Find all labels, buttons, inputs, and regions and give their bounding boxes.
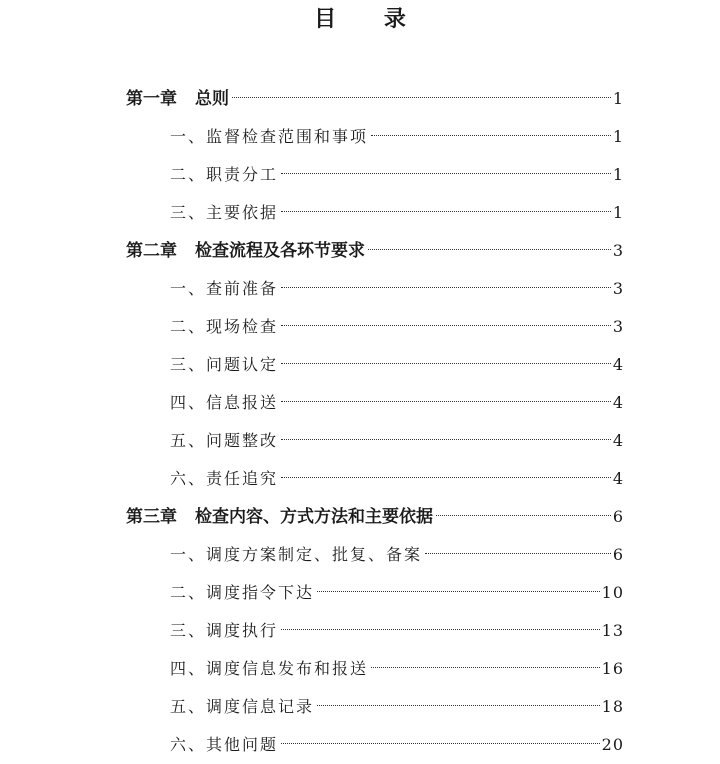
toc-entry-title: 查前准备 (206, 279, 279, 298)
toc-page-number: 3 (612, 241, 624, 260)
toc-entry-title: 现场检查 (206, 317, 279, 336)
toc-section-entry[interactable] (0, 650, 720, 688)
toc-page-number: 18 (601, 697, 624, 716)
toc-entry-label (170, 384, 278, 422)
toc-entry-number: 五、 (170, 697, 207, 716)
toc-chapter-entry[interactable] (0, 232, 720, 270)
toc-entry-number: 一、 (170, 127, 207, 146)
toc-page-number: 4 (612, 393, 624, 412)
toc-page-number: 3 (612, 279, 624, 298)
toc-entry-label (126, 498, 433, 536)
dot-leader (371, 667, 600, 668)
dot-leader (436, 515, 611, 516)
toc-section-entry[interactable] (0, 612, 720, 650)
toc-section-entry[interactable] (0, 574, 720, 612)
dot-leader (281, 173, 611, 174)
page-title: 目 录 (314, 7, 426, 32)
toc-section-entry[interactable] (0, 688, 720, 726)
toc-section-entry[interactable] (0, 726, 720, 764)
toc-entry-title: 主要依据 (206, 203, 279, 222)
toc-entry-label (170, 536, 422, 574)
toc-entry-label (170, 156, 278, 194)
toc-entry-title: 调度方案制定、批复、备案 (206, 545, 423, 564)
dot-leader (425, 553, 611, 554)
toc-entry-number: 六、 (170, 469, 207, 488)
toc-entry-title: 调度执行 (206, 621, 279, 640)
toc-entry-number: 四、 (170, 659, 207, 678)
toc-chapter-entry[interactable] (0, 498, 720, 536)
toc-entry-title: 责任追究 (206, 469, 279, 488)
toc-entry-number: 四、 (170, 393, 207, 412)
toc-page-number: 4 (612, 355, 624, 374)
toc-section-entry[interactable] (0, 118, 720, 156)
toc-entry-label (170, 650, 368, 688)
toc-entry-title: 监督检查范围和事项 (206, 127, 369, 146)
toc-entry-label (170, 118, 368, 156)
toc-entry-number: 三、 (170, 203, 207, 222)
toc-page-number: 3 (612, 317, 624, 336)
toc-section-entry[interactable] (0, 270, 720, 308)
dot-leader (281, 629, 600, 630)
dot-leader (281, 363, 611, 364)
toc-chapter-entry[interactable] (0, 80, 720, 118)
toc-section-entry[interactable] (0, 308, 720, 346)
toc-page-number: 6 (612, 507, 624, 526)
toc-entry-number: 二、 (170, 165, 207, 184)
toc-entry-title: 调度指令下达 (206, 583, 315, 602)
toc-entry-label (170, 346, 278, 384)
toc-entry-number: 二、 (170, 583, 207, 602)
dot-leader (281, 439, 611, 440)
toc-entry-label (170, 574, 314, 612)
dot-leader (281, 211, 611, 212)
toc-entry-label (170, 194, 278, 232)
dot-leader (281, 743, 600, 744)
toc-entry-number: 三、 (170, 355, 207, 374)
toc-entry-label (170, 308, 278, 346)
dot-leader (281, 477, 611, 478)
toc-page-number: 1 (612, 165, 624, 184)
toc-entry-label (126, 80, 229, 118)
toc-entry-label (126, 232, 365, 270)
toc-page-number: 4 (612, 469, 624, 488)
toc-page-number: 6 (612, 545, 624, 564)
toc-entry-title: 问题认定 (206, 355, 279, 374)
toc-entry-label (170, 270, 278, 308)
toc-page-number: 10 (601, 583, 624, 602)
toc-entry-label (170, 422, 278, 460)
toc-entry-number: 三、 (170, 621, 207, 640)
toc-entry-title: 其他问题 (206, 735, 279, 754)
toc-section-entry[interactable] (0, 460, 720, 498)
toc-entry-title: 检查内容、方式方法和主要依据 (195, 507, 433, 527)
toc-section-entry[interactable] (0, 536, 720, 574)
toc-entry-number: 第一章 (126, 89, 177, 109)
toc-section-entry[interactable] (0, 384, 720, 422)
toc-page-number: 1 (612, 203, 624, 222)
toc-entry-title: 调度信息发布和报送 (206, 659, 369, 678)
toc-section-entry[interactable] (0, 156, 720, 194)
dot-leader (368, 249, 611, 250)
toc-entry-label (170, 726, 278, 764)
dot-leader (281, 287, 611, 288)
toc-entry-number: 二、 (170, 317, 207, 336)
toc-entry-label (170, 612, 278, 650)
toc-page-number: 1 (612, 127, 624, 146)
dot-leader (317, 705, 600, 706)
dot-leader (281, 401, 611, 402)
toc-entry-title: 调度信息记录 (206, 697, 315, 716)
toc-page-number: 4 (612, 431, 624, 450)
toc-page-number: 16 (601, 659, 624, 678)
toc-entry-title: 信息报送 (206, 393, 279, 412)
dot-leader (317, 591, 600, 592)
toc-entry-number: 一、 (170, 279, 207, 298)
dot-leader (371, 135, 611, 136)
toc-entry-number: 六、 (170, 735, 207, 754)
toc-entry-title: 职责分工 (206, 165, 279, 184)
toc-section-entry[interactable] (0, 422, 720, 460)
toc-entry-title: 总则 (195, 89, 229, 109)
toc-page-number: 1 (612, 89, 624, 108)
toc-page-number: 13 (601, 621, 624, 640)
toc-entry-label (170, 460, 278, 498)
toc-entry-title: 检查流程及各环节要求 (195, 241, 365, 261)
toc-entry-number: 一、 (170, 545, 207, 564)
toc-entry-title: 问题整改 (206, 431, 279, 450)
toc-entry-label (170, 688, 314, 726)
toc-section-entry[interactable] (0, 194, 720, 232)
dot-leader (281, 325, 611, 326)
table-of-contents (0, 80, 720, 764)
toc-page-number: 20 (601, 735, 624, 754)
toc-entry-number: 第三章 (126, 507, 177, 527)
toc-section-entry[interactable] (0, 346, 720, 384)
toc-entry-number: 第二章 (126, 241, 177, 261)
toc-entry-number: 五、 (170, 431, 207, 450)
dot-leader (232, 97, 611, 98)
